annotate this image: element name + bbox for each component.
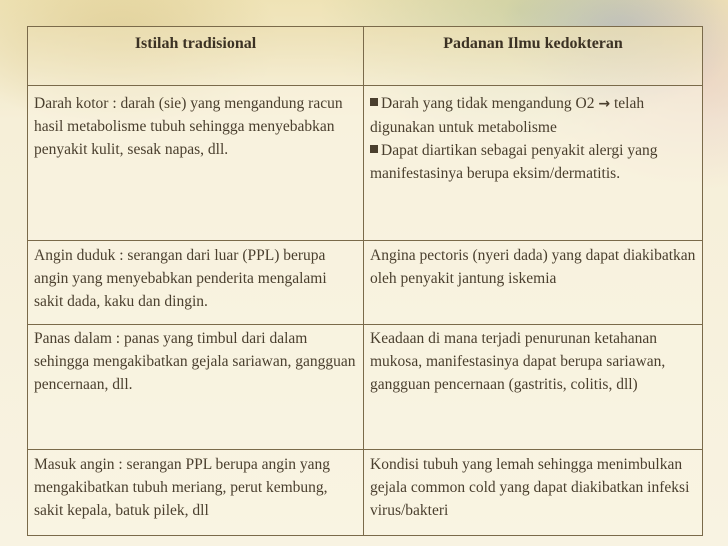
cell-medical-equivalent: Keadaan di mana terjadi penurunan ketahanan mukosa, manifestasinya dapat berupa sariawan, gangguan pencernaan (gastritis, colitis, dll) <box>370 330 666 393</box>
header-medical: Padanan Ilmu kedokteran <box>364 27 702 85</box>
table-row <box>28 240 702 324</box>
table-row <box>28 324 702 449</box>
cell-traditional-term: Darah kotor : darah (sie) yang mengandung racun hasil metabolisme tubuh sehingga menyebabkan penyakit kulit, sesak napas, dll. <box>28 86 364 240</box>
list-item <box>370 92 696 139</box>
cell-medical-equivalent <box>364 86 702 240</box>
bullet-text-continued: telah digunakan untuk metabolisme <box>370 95 645 136</box>
square-bullet-icon <box>370 145 378 153</box>
cell-traditional-term: Angin duduk : serangan dari luar (PPL) berupa angin yang menyebabkan penderita mengalami sakit dada, kaku dan dingin. <box>28 241 364 324</box>
cell-medical-equivalent: Angina pectoris (nyeri dada) yang dapat diakibatkan oleh penyakit jantung iskemia <box>370 247 696 287</box>
table-row <box>28 449 702 536</box>
comparison-table <box>27 26 703 536</box>
header-traditional: Istilah tradisional <box>28 27 364 85</box>
square-bullet-icon <box>370 98 378 106</box>
bullet-text: Dapat diartikan sebagai penyakit alergi yang manifestasinya berupa eksim/dermatitis. <box>370 142 658 182</box>
cell-traditional-term: Panas dalam : panas yang timbul dari dalam sehingga mengakibatkan gejala sariawan, gangguan pencernaan, dll. <box>28 325 364 449</box>
table-row <box>28 85 702 240</box>
list-item <box>370 139 696 185</box>
cell-medical-equivalent: Kondisi tubuh yang lemah sehingga menimbulkan gejala common cold yang dapat diakibatkan infeksi virus/bakteri <box>370 456 690 519</box>
arrow-right-icon: → <box>598 96 611 112</box>
cell-traditional-term: Masuk angin : serangan PPL berupa angin yang mengakibatkan tubuh meriang, perut kembung, sakit kepala, batuk pilek, dll <box>28 450 364 536</box>
table-header-row <box>28 27 702 85</box>
bullet-text: Darah yang tidak mengandung O2 <box>381 95 599 112</box>
